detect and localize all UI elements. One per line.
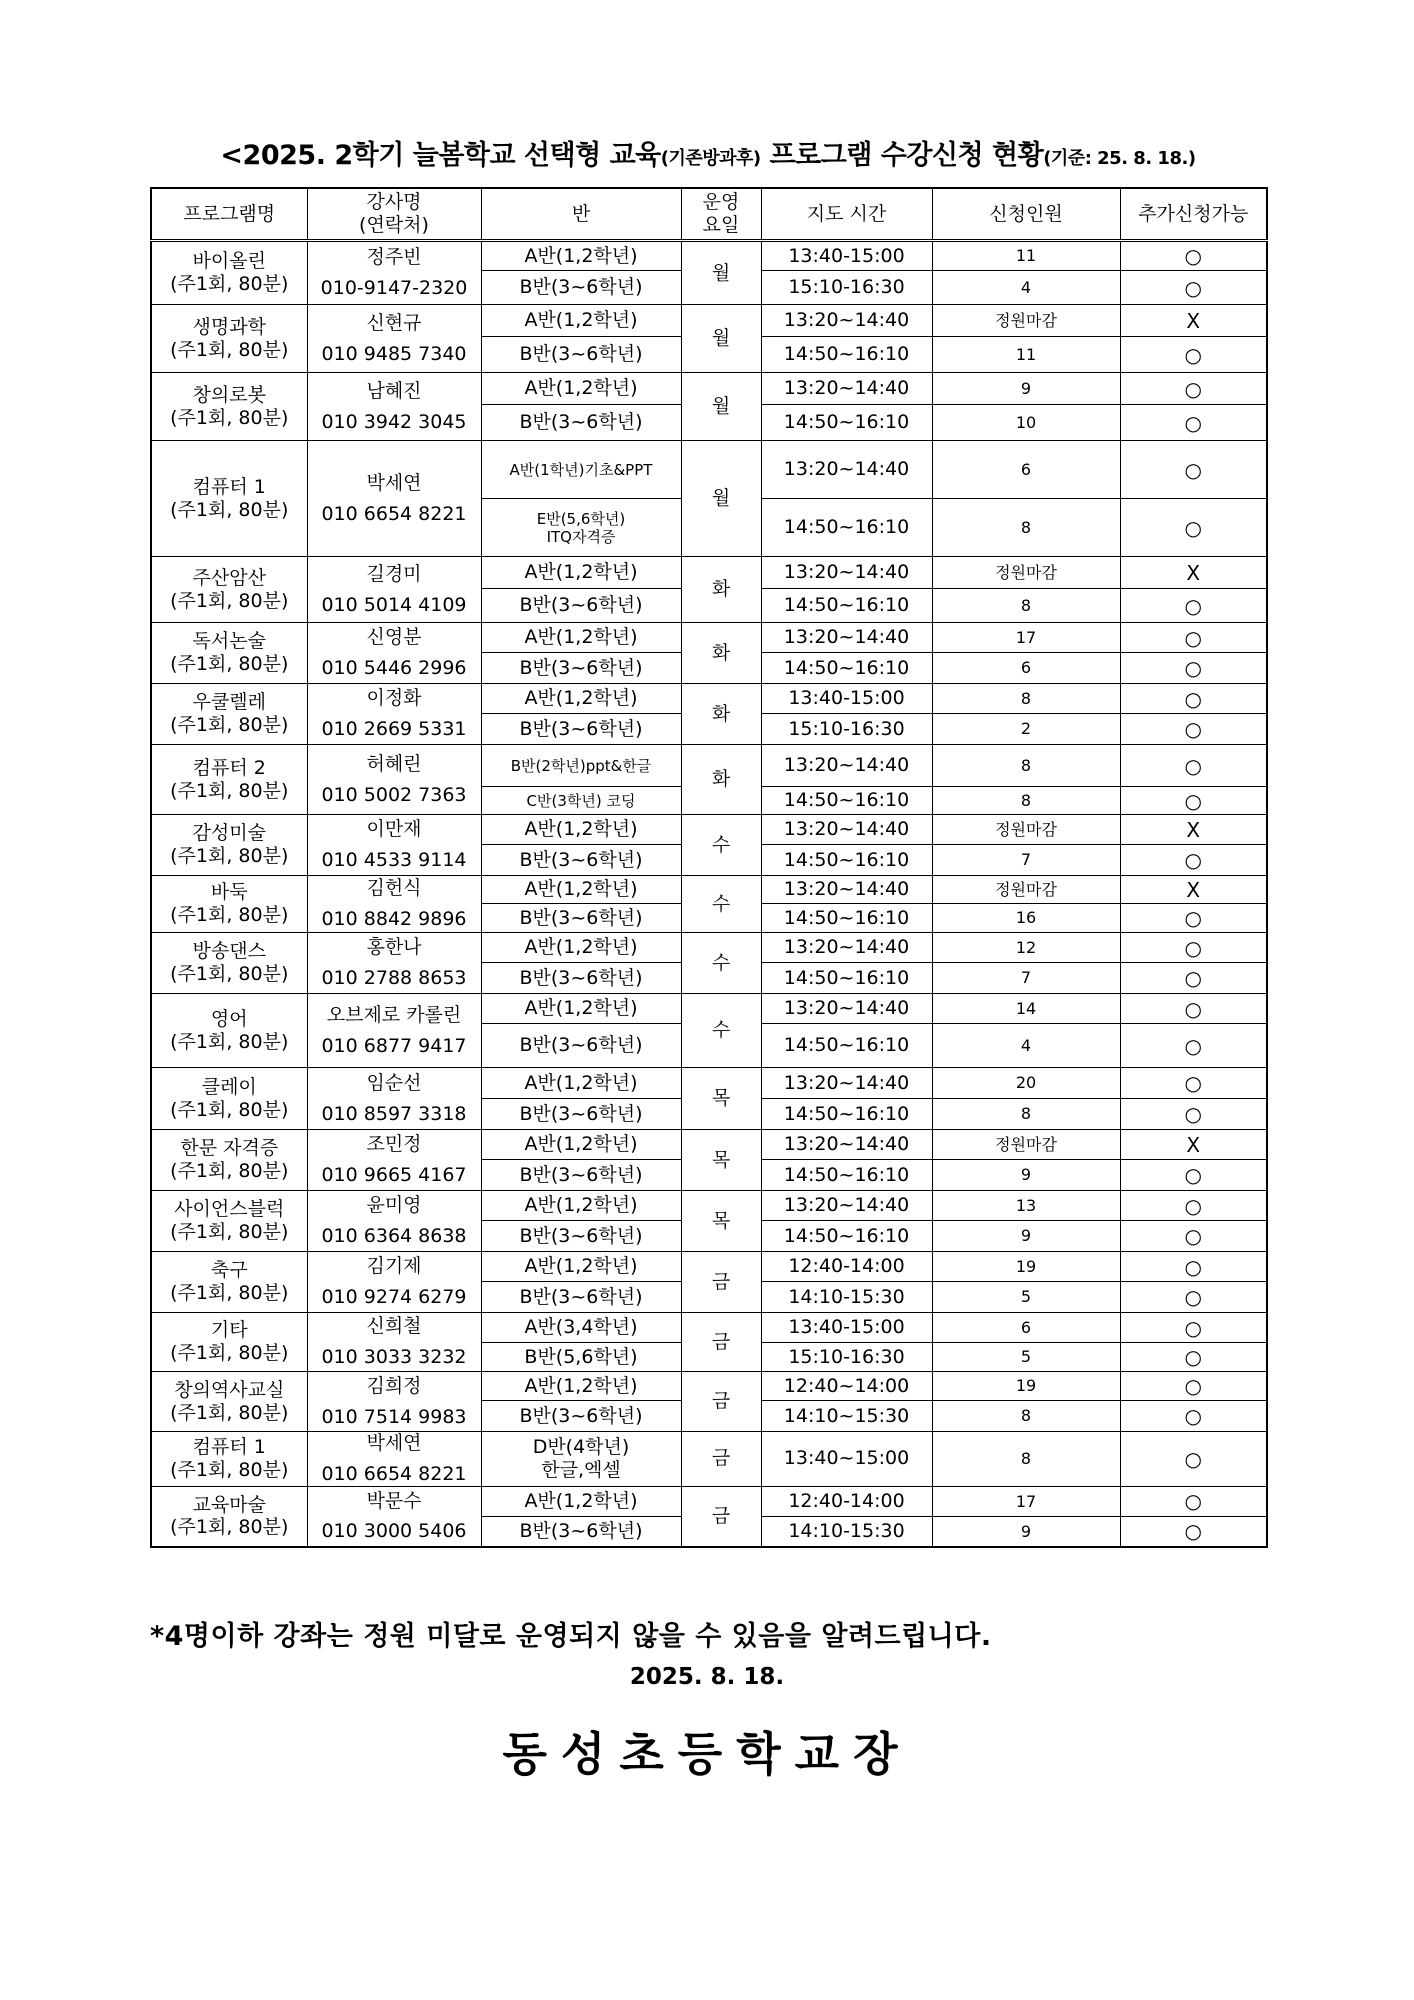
class-time: 13:20~14:40 [761, 1191, 932, 1221]
class-name: A반(1,2학년) [481, 815, 681, 845]
additional-enrollment-status: ○ [1120, 1432, 1267, 1487]
program-name: 방송댄스 (주1회, 80분) [151, 933, 307, 994]
instructor-cell [307, 1313, 481, 1372]
class-time: 14:50~16:10 [761, 1099, 932, 1130]
class-name: A반(1,2학년) [481, 1486, 681, 1516]
instructor-cell [307, 1130, 481, 1191]
additional-enrollment-status: ○ [1120, 994, 1267, 1024]
instructor-name: 윤미영 [366, 1194, 422, 1217]
enrollment-count: 정원마감 [932, 305, 1120, 337]
instructor-name: 신영분 [366, 626, 422, 649]
instructor-phone: 010 2669 5331 [321, 718, 467, 740]
class-time: 14:10~15:30 [761, 1401, 932, 1432]
instructor-name: 조민정 [366, 1133, 422, 1156]
program-name: 우쿨렐레 (주1회, 80분) [151, 684, 307, 745]
instructor-phone: 010 9665 4167 [321, 1164, 467, 1186]
additional-enrollment-status: ○ [1120, 1252, 1267, 1282]
enrollment-count: 20 [932, 1068, 1120, 1099]
instructor-name: 남혜진 [366, 379, 422, 402]
class-time: 13:40-15:00 [761, 1313, 932, 1343]
class-name: A반(3,4학년) [481, 1313, 681, 1343]
table-row [151, 1432, 1267, 1487]
instructor-cell [307, 305, 481, 373]
class-name: A반(1,2학년) [481, 1191, 681, 1221]
class-time: 14:10-15:30 [761, 1516, 932, 1547]
instructor-cell [307, 373, 481, 441]
enrollment-count: 7 [932, 845, 1120, 876]
additional-enrollment-status: ○ [1120, 623, 1267, 653]
enrollment-count: 8 [932, 1432, 1120, 1487]
enrollment-count: 8 [932, 745, 1120, 787]
enrollment-count: 19 [932, 1372, 1120, 1401]
additional-enrollment-status: ○ [1120, 1024, 1267, 1068]
class-time: 14:50~16:10 [761, 1221, 932, 1252]
operating-day: 수 [681, 815, 761, 876]
instructor-cell [307, 441, 481, 557]
instructor-name: 정주빈 [366, 246, 422, 269]
instructor-phone: 010 7514 9983 [321, 1405, 467, 1428]
instructor-phone: 010 3033 3232 [321, 1346, 467, 1368]
instructor-phone: 010 6654 8221 [321, 502, 467, 525]
instructor-phone: 010 8597 3318 [321, 1102, 467, 1125]
table-row [151, 1191, 1267, 1221]
enrollment-count: 정원마감 [932, 1130, 1120, 1160]
enrollment-count: 12 [932, 933, 1120, 963]
enrollment-count: 8 [932, 787, 1120, 815]
class-time: 13:20~14:40 [761, 815, 932, 845]
header-program: 프로그램명 [151, 188, 307, 241]
class-name: B반(3~6학년) [481, 1099, 681, 1130]
class-time: 14:50~16:10 [761, 1024, 932, 1068]
additional-enrollment-status: ○ [1120, 271, 1267, 305]
class-time: 13:20~14:40 [761, 623, 932, 653]
table-row [151, 557, 1267, 589]
instructor-name: 길경미 [366, 562, 422, 585]
operating-day: 화 [681, 623, 761, 684]
class-time: 14:10-15:30 [761, 1282, 932, 1313]
class-time: 12:40~14:00 [761, 1372, 932, 1401]
additional-enrollment-status: ○ [1120, 1221, 1267, 1252]
class-name: B반(5,6학년) [481, 1343, 681, 1372]
operating-day: 금 [681, 1313, 761, 1372]
additional-enrollment-status: ○ [1120, 1486, 1267, 1516]
class-name: A반(1,2학년) [481, 623, 681, 653]
class-name: A반(1,2학년) [481, 876, 681, 904]
instructor-cell [307, 933, 481, 994]
operating-day: 금 [681, 1252, 761, 1313]
enrollment-count: 8 [932, 1099, 1120, 1130]
class-time: 15:10-16:30 [761, 271, 932, 305]
instructor-phone: 010 6877 9417 [321, 1034, 467, 1057]
class-name: B반(3~6학년) [481, 653, 681, 684]
class-time: 13:20~14:40 [761, 1130, 932, 1160]
enrollment-count: 9 [932, 1221, 1120, 1252]
enrollment-count: 정원마감 [932, 557, 1120, 589]
instructor-phone: 010 5014 4109 [321, 593, 467, 616]
class-name: A반(1,2학년) [481, 557, 681, 589]
enrollment-count: 2 [932, 714, 1120, 745]
instructor-cell [307, 1486, 481, 1547]
table-row [151, 1486, 1267, 1516]
instructor-name: 김기제 [366, 1255, 422, 1278]
operating-day: 화 [681, 745, 761, 815]
instructor-cell [307, 1191, 481, 1252]
class-name: A반(1,2학년) [481, 1130, 681, 1160]
additional-enrollment-status: ○ [1120, 1191, 1267, 1221]
class-name: A반(1,2학년) [481, 1372, 681, 1401]
table-row [151, 1068, 1267, 1099]
additional-enrollment-status: ○ [1120, 653, 1267, 684]
additional-enrollment-status: ○ [1120, 714, 1267, 745]
enrollment-count: 16 [932, 904, 1120, 933]
operating-day: 월 [681, 241, 761, 305]
instructor-cell [307, 1068, 481, 1130]
header-time: 지도 시간 [761, 188, 932, 241]
additional-enrollment-status: ○ [1120, 499, 1267, 557]
enrollment-count: 13 [932, 1191, 1120, 1221]
class-name: A반(1,2학년) [481, 1252, 681, 1282]
class-name: B반(3~6학년) [481, 714, 681, 745]
class-time: 13:20~14:40 [761, 373, 932, 405]
class-time: 13:20~14:40 [761, 876, 932, 904]
additional-enrollment-status: ○ [1120, 337, 1267, 373]
program-name: 컴퓨터 1 (주1회, 80분) [151, 1432, 307, 1487]
table-row [151, 241, 1267, 271]
class-name: B반(3~6학년) [481, 1516, 681, 1547]
additional-enrollment-status: ○ [1120, 1099, 1267, 1130]
program-name: 사이언스블럭 (주1회, 80분) [151, 1191, 307, 1252]
program-name: 창의로봇 (주1회, 80분) [151, 373, 307, 441]
class-name: A반(1,2학년) [481, 305, 681, 337]
class-time: 12:40-14:00 [761, 1486, 932, 1516]
enrollment-count: 17 [932, 623, 1120, 653]
operating-day: 목 [681, 1130, 761, 1191]
class-time: 12:40-14:00 [761, 1252, 932, 1282]
class-name: B반(3~6학년) [481, 963, 681, 994]
operating-day: 금 [681, 1432, 761, 1487]
class-name: A반(1,2학년) [481, 1068, 681, 1099]
enrollment-count: 4 [932, 271, 1120, 305]
enrollment-count: 8 [932, 589, 1120, 623]
program-name: 컴퓨터 2 (주1회, 80분) [151, 745, 307, 815]
enrollment-count: 정원마감 [932, 815, 1120, 845]
additional-enrollment-status: ○ [1120, 933, 1267, 963]
enrollment-count: 19 [932, 1252, 1120, 1282]
class-time: 13:20~14:40 [761, 933, 932, 963]
enrollment-count: 8 [932, 499, 1120, 557]
operating-day: 수 [681, 994, 761, 1068]
class-time: 14:50~16:10 [761, 653, 932, 684]
class-time: 15:10-16:30 [761, 1343, 932, 1372]
footnote: *4명이하 강좌는 정원 미달로 운영되지 않을 수 있음을 알려드립니다. [150, 1621, 992, 1652]
table-row [151, 815, 1267, 845]
class-name: A반(1학년)기초&PPT [481, 441, 681, 499]
class-time: 13:20~14:40 [761, 305, 932, 337]
header-class: 반 [481, 188, 681, 241]
class-name: B반(3~6학년) [481, 1401, 681, 1432]
table-row [151, 684, 1267, 714]
instructor-name: 박세연 [366, 471, 422, 494]
enrollment-count: 11 [932, 241, 1120, 271]
table-row [151, 933, 1267, 963]
instructor-cell [307, 994, 481, 1068]
program-name: 축구 (주1회, 80분) [151, 1252, 307, 1313]
operating-day: 화 [681, 557, 761, 623]
program-name: 독서논술 (주1회, 80분) [151, 623, 307, 684]
class-time: 14:50~16:10 [761, 337, 932, 373]
additional-enrollment-status: ○ [1120, 589, 1267, 623]
header-day: 운영 요일 [681, 188, 761, 241]
instructor-name: 신현규 [366, 311, 422, 334]
program-name: 클레이 (주1회, 80분) [151, 1068, 307, 1130]
additional-enrollment-status: ○ [1120, 787, 1267, 815]
additional-enrollment-status: ○ [1120, 963, 1267, 994]
class-time: 13:20~14:40 [761, 745, 932, 787]
class-time: 13:20~14:40 [761, 1068, 932, 1099]
class-time: 14:50~16:10 [761, 845, 932, 876]
instructor-phone: 010-9147-2320 [320, 277, 468, 299]
additional-enrollment-status: X [1120, 876, 1267, 904]
enrollment-count: 8 [932, 684, 1120, 714]
operating-day: 수 [681, 933, 761, 994]
instructor-cell [307, 1432, 481, 1487]
table-header-row [151, 188, 1267, 241]
instructor-phone: 010 4533 9114 [321, 849, 467, 871]
additional-enrollment-status: ○ [1120, 1282, 1267, 1313]
class-time: 13:20~14:40 [761, 557, 932, 589]
table-row [151, 1372, 1267, 1401]
additional-enrollment-status: ○ [1120, 845, 1267, 876]
instructor-cell [307, 623, 481, 684]
table-row [151, 373, 1267, 405]
instructor-name: 박세연 [366, 1432, 422, 1454]
enrollment-count: 5 [932, 1282, 1120, 1313]
additional-enrollment-status: X [1120, 557, 1267, 589]
instructor-name: 임순선 [366, 1071, 422, 1094]
enrollment-count: 8 [932, 1401, 1120, 1432]
document-title: <2025. 2학기 늘봄학교 선택형 교육(기존방과후) 프로그램 수강신청 현황(기준: 25. 8. 18.) [220, 140, 1196, 171]
class-time: 15:10-16:30 [761, 714, 932, 745]
class-name: C반(3학년) 코딩 [481, 787, 681, 815]
instructor-cell [307, 815, 481, 876]
instructor-phone: 010 9274 6279 [321, 1286, 467, 1308]
class-time: 13:20~14:40 [761, 441, 932, 499]
enrollment-count: 9 [932, 1516, 1120, 1547]
class-name: B반(3~6학년) [481, 1160, 681, 1191]
additional-enrollment-status: ○ [1120, 1516, 1267, 1547]
class-name: B반(3~6학년) [481, 904, 681, 933]
instructor-phone: 010 9485 7340 [321, 342, 467, 365]
class-time: 14:50~16:10 [761, 963, 932, 994]
class-name: A반(1,2학년) [481, 684, 681, 714]
instructor-phone: 010 3000 5406 [321, 1520, 467, 1543]
additional-enrollment-status: X [1120, 1130, 1267, 1160]
enrollment-table [150, 187, 1268, 1548]
additional-enrollment-status: ○ [1120, 241, 1267, 271]
additional-enrollment-status: ○ [1120, 1068, 1267, 1099]
class-time: 14:50~16:10 [761, 787, 932, 815]
instructor-cell [307, 241, 481, 305]
table-row [151, 305, 1267, 337]
program-name: 창의역사교실 (주1회, 80분) [151, 1372, 307, 1432]
table-row [151, 1313, 1267, 1343]
instructor-phone: 010 5002 7363 [321, 783, 467, 806]
operating-day: 금 [681, 1486, 761, 1547]
enrollment-count: 17 [932, 1486, 1120, 1516]
instructor-phone: 010 6364 8638 [321, 1225, 467, 1247]
class-time: 14:50~16:10 [761, 589, 932, 623]
instructor-name: 박문수 [366, 1489, 422, 1512]
class-name: A반(1,2학년) [481, 373, 681, 405]
instructor-phone: 010 8842 9896 [321, 908, 467, 930]
class-name: B반(2학년)ppt&한글 [481, 745, 681, 787]
program-name: 교육마술 (주1회, 80분) [151, 1486, 307, 1547]
instructor-name: 신희철 [366, 1315, 422, 1338]
instructor-name: 김헌식 [366, 877, 422, 900]
class-name: D반(4학년) 한글,엑셀 [481, 1432, 681, 1487]
class-time: 13:40-15:00 [761, 684, 932, 714]
additional-enrollment-status: ○ [1120, 1372, 1267, 1401]
operating-day: 목 [681, 1068, 761, 1130]
instructor-cell [307, 684, 481, 745]
instructor-name: 허혜린 [366, 752, 422, 775]
program-name: 감성미술 (주1회, 80분) [151, 815, 307, 876]
operating-day: 월 [681, 441, 761, 557]
program-name: 한문 자격증 (주1회, 80분) [151, 1130, 307, 1191]
class-name: B반(3~6학년) [481, 271, 681, 305]
instructor-cell [307, 1372, 481, 1432]
instructor-cell [307, 1252, 481, 1313]
enrollment-count: 6 [932, 1313, 1120, 1343]
instructor-name: 오브제로 카롤린 [326, 1003, 462, 1026]
operating-day: 화 [681, 684, 761, 745]
additional-enrollment-status: ○ [1120, 1401, 1267, 1432]
class-name: B반(3~6학년) [481, 1221, 681, 1252]
table-row [151, 1252, 1267, 1282]
class-time: 14:50~16:10 [761, 405, 932, 441]
additional-enrollment-status: ○ [1120, 745, 1267, 787]
class-name: B반(3~6학년) [481, 1024, 681, 1068]
instructor-phone: 010 6654 8221 [321, 1462, 467, 1485]
program-name: 생명과학 (주1회, 80분) [151, 305, 307, 373]
enrollment-count: 10 [932, 405, 1120, 441]
class-name: B반(3~6학년) [481, 845, 681, 876]
instructor-phone: 010 5446 2996 [321, 657, 467, 679]
additional-enrollment-status: ○ [1120, 1160, 1267, 1191]
enrollment-count: 6 [932, 441, 1120, 499]
enrollment-count: 6 [932, 653, 1120, 684]
program-name: 주산암산 (주1회, 80분) [151, 557, 307, 623]
instructor-name: 홍한나 [366, 936, 422, 959]
operating-day: 금 [681, 1372, 761, 1432]
operating-day: 월 [681, 373, 761, 441]
class-name: A반(1,2학년) [481, 933, 681, 963]
header-avail: 추가신청가능 [1120, 188, 1267, 241]
class-name: B반(3~6학년) [481, 405, 681, 441]
additional-enrollment-status: ○ [1120, 904, 1267, 933]
additional-enrollment-status: X [1120, 305, 1267, 337]
table-row [151, 441, 1267, 499]
enrollment-count: 9 [932, 1160, 1120, 1191]
header-count: 신청인원 [932, 188, 1120, 241]
school-principal-signature: 동성초등학교장 [502, 1727, 912, 1781]
class-time: 14:50~16:10 [761, 499, 932, 557]
program-name: 바이올린 (주1회, 80분) [151, 241, 307, 305]
class-name: A반(1,2학년) [481, 994, 681, 1024]
program-name: 컴퓨터 1 (주1회, 80분) [151, 441, 307, 557]
instructor-cell [307, 557, 481, 623]
additional-enrollment-status: ○ [1120, 441, 1267, 499]
class-time: 14:50~16:10 [761, 1160, 932, 1191]
instructor-cell [307, 745, 481, 815]
class-name: B반(3~6학년) [481, 337, 681, 373]
class-name: E반(5,6학년) ITQ자격증 [481, 499, 681, 557]
instructor-name: 이정화 [366, 687, 422, 710]
program-name: 바둑 (주1회, 80분) [151, 876, 307, 933]
operating-day: 월 [681, 305, 761, 373]
additional-enrollment-status: ○ [1120, 373, 1267, 405]
table-row [151, 623, 1267, 653]
additional-enrollment-status: ○ [1120, 405, 1267, 441]
instructor-phone: 010 2788 8653 [321, 967, 467, 989]
class-time: 14:50~16:10 [761, 904, 932, 933]
operating-day: 수 [681, 876, 761, 933]
table-row [151, 876, 1267, 904]
class-time: 13:40-15:00 [761, 241, 932, 271]
additional-enrollment-status: ○ [1120, 1343, 1267, 1372]
table-row [151, 745, 1267, 787]
enrollment-count: 9 [932, 373, 1120, 405]
instructor-name: 이만재 [366, 818, 422, 841]
class-name: B반(3~6학년) [481, 589, 681, 623]
document-date: 2025. 8. 18. [629, 1664, 785, 1690]
enrollment-count: 7 [932, 963, 1120, 994]
enrollment-count: 5 [932, 1343, 1120, 1372]
operating-day: 목 [681, 1191, 761, 1252]
instructor-name: 김희정 [366, 1374, 422, 1397]
program-name: 영어 (주1회, 80분) [151, 994, 307, 1068]
header-instructor: 강사명 (연락처) [307, 188, 481, 241]
instructor-cell [307, 876, 481, 933]
program-name: 기타 (주1회, 80분) [151, 1313, 307, 1372]
enrollment-count: 11 [932, 337, 1120, 373]
table-row [151, 994, 1267, 1024]
instructor-phone: 010 3942 3045 [321, 410, 467, 433]
class-time: 13:40~15:00 [761, 1432, 932, 1487]
table-row [151, 1130, 1267, 1160]
class-name: B반(3~6학년) [481, 1282, 681, 1313]
additional-enrollment-status: ○ [1120, 1313, 1267, 1343]
enrollment-count: 14 [932, 994, 1120, 1024]
enrollment-count: 4 [932, 1024, 1120, 1068]
class-time: 13:20~14:40 [761, 994, 932, 1024]
class-name: A반(1,2학년) [481, 241, 681, 271]
additional-enrollment-status: X [1120, 815, 1267, 845]
additional-enrollment-status: ○ [1120, 684, 1267, 714]
enrollment-count: 정원마감 [932, 876, 1120, 904]
